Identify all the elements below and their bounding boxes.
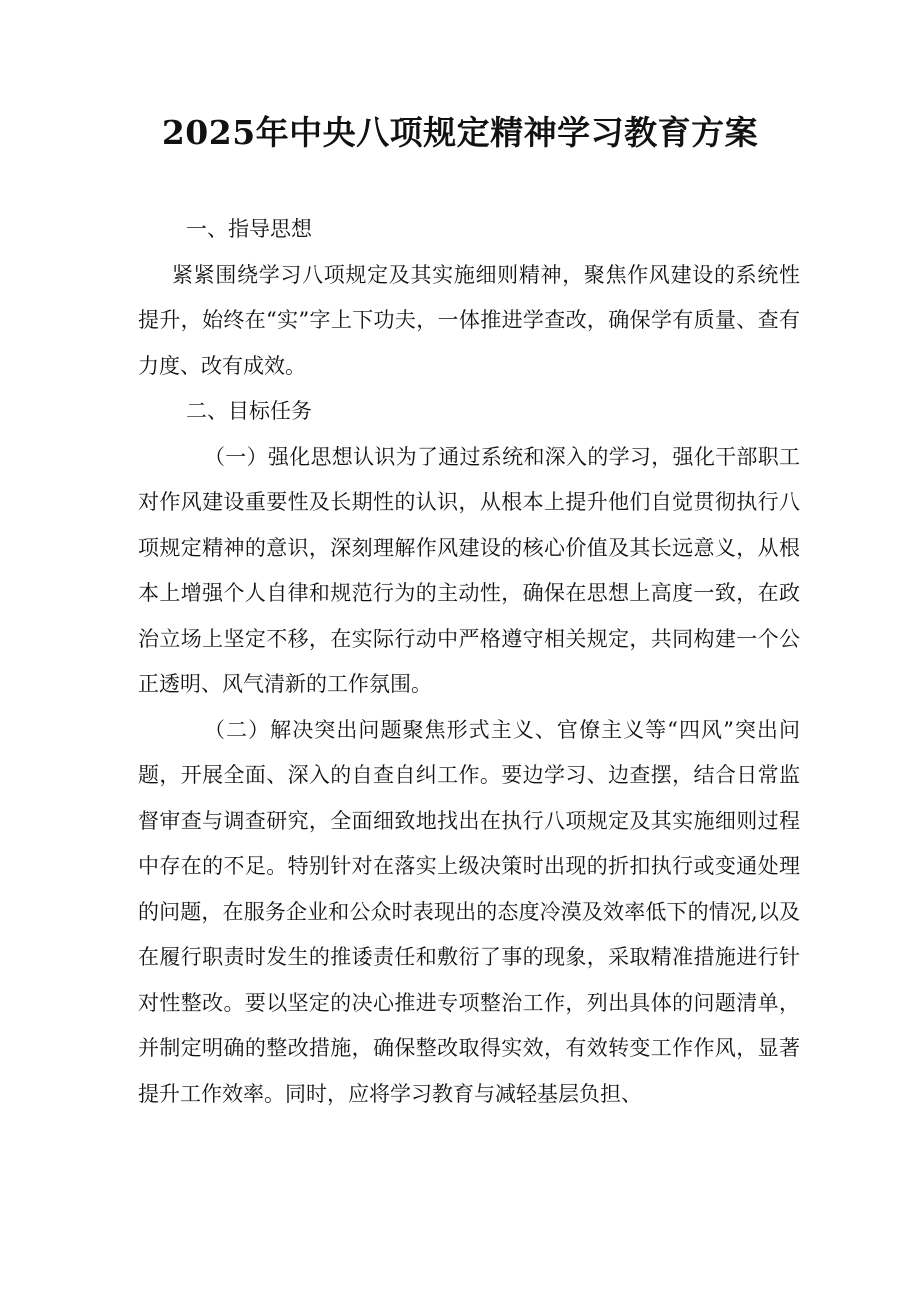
paragraph-guiding-thought: 紧紧围绕学习八项规定及其实施细则精神，聚焦作风建设的系统性提升，始终在“实”字上下功夫，一体推进学查改，确保学有质量、查有力度、改有成效。: [138, 262, 800, 378]
section-heading-goals-tasks: 二、目标任务: [186, 399, 312, 423]
document-body: [138, 207, 800, 1117]
paragraph-strengthen-awareness: （一）强化思想认识为了通过系统和深入的学习，强化干部职工对作风建设重要性及长期性的认识，从根本上提升他们自觉贯彻执行八项规定精神的意识，深刻理解作风建设的核心价值及其长远意义，从根本上增强个人自律和规范行为的主动性，确保在思想上高度一致，在政治立场上坚定不移，在实际行动中严格遵守相关规定，共同构建一个公正透明、风气清新的工作氛围。: [138, 444, 800, 696]
document-title: 2025年中央八项规定精神学习教育方案: [161, 113, 759, 152]
paragraph-solve-problems: （二）解决突出问题聚焦形式主义、官僚主义等“四风”突出问题，开展全面、深入的自查自纠工作。要边学习、边查摆，结合日常监督审查与调查研究，全面细致地找出在执行八项规定及其实施细则过程中存在的不足。特别针对在落实上级决策时出现的折扣执行或变通处理的问题，在服务企业和公众时表现出的态度冷漠及效率低下的情况,以及在履行职责时发生的推诿责任和敷衍了事的现象，采取精准措施进行针对性整改。要以坚定的决心推进专项整治工作，列出具体的问题清单，并制定明确的整改措施，确保整改取得实效，有效转变工作作风，显著提升工作效率。同时，应将学习教育与减轻基层负担、: [138, 717, 800, 1106]
section-heading-guiding-thought: 一、指导思想: [186, 217, 312, 241]
